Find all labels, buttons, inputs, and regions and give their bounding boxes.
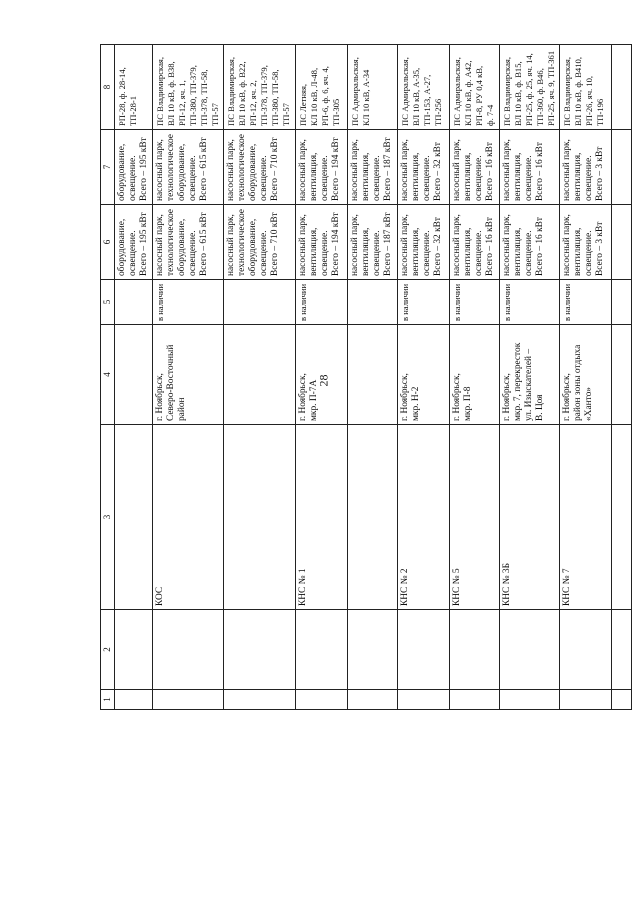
cell-c7: насосный парк, вентиляция, освещение. Всего – 3 кВт: [560, 130, 612, 205]
cell-c8: ПС Владимирская, ВЛ 10 кВ, ф. В38, РП-12, яч. 1, ТП-380, ТП-379, ТП-378, ТП-58, ТП-57: [153, 45, 224, 130]
cell-c4: [612, 325, 632, 425]
cell-c4: [115, 325, 153, 425]
cell-c2: [500, 610, 560, 690]
cell-c3: КОС: [153, 425, 224, 610]
cell-c2: [348, 610, 398, 690]
cell-c5: [115, 280, 153, 325]
cell-c2: [115, 610, 153, 690]
cell-c6: оборудование, освещение. Всего – 195 кВт: [115, 205, 153, 280]
cell-c4: г. Ноябрьск, мкр. П-8: [450, 325, 500, 425]
table-row: [500, 45, 560, 710]
cell-c1: [153, 690, 224, 710]
cell-c5: в наличии: [296, 280, 348, 325]
cell-c2: [153, 610, 224, 690]
cell-c4: г. Ноябрьск, мкр. Н-2: [398, 325, 450, 425]
cell-c3: КНС № 3Б: [500, 425, 560, 610]
cell-c5: в наличии: [153, 280, 224, 325]
cell-c3: [348, 425, 398, 610]
cell-c3: КНС № 2: [398, 425, 450, 610]
cell-c3: КНС № 1: [296, 425, 348, 610]
table-row: [115, 45, 153, 710]
cell-c5: в наличии: [500, 280, 560, 325]
cell-c5: в наличии: [450, 280, 500, 325]
cell-c7: насосный парк, вентиляция, освещение. Всего – 194 кВт: [296, 130, 348, 205]
column-number-row: [101, 45, 115, 710]
cell-c6: насосный парк, вентиляция, освещение. Всего – 16 кВт: [500, 205, 560, 280]
table-row: [153, 45, 224, 710]
cell-c7: насосный парк, вентиляция, освещение. Всего – 16 кВт: [500, 130, 560, 205]
cell-c1: [612, 690, 632, 710]
table-row: [348, 45, 398, 710]
cell-c7: насосный парк, технологическое оборудование, освещение. Всего – 710 кВт: [224, 130, 296, 205]
column-number: 4: [101, 325, 115, 425]
cell-c6: насосный парк, вентиляция, освещение. Всего – 187 кВт: [348, 205, 398, 280]
cell-c6: насосный парк, вентиляция, освещение. Всего – 32 кВт: [398, 205, 450, 280]
cell-c4: г. Ноябрьск, район зоны отдыха «Ханто»: [560, 325, 612, 425]
cell-c4: г. Ноябрьск, мкр. 7, перекресток ул. Изыскателей – В. Цоя: [500, 325, 560, 425]
cell-c6: насосный парк, вентиляция, освещение. Всего – 194 кВт: [296, 205, 348, 280]
column-number: 8: [101, 45, 115, 130]
cell-c2: [224, 610, 296, 690]
landscape-table-wrapper: [100, 45, 620, 710]
cell-c1: [560, 690, 612, 710]
table-row: [612, 45, 632, 710]
cell-c1: [398, 690, 450, 710]
cell-c1: [224, 690, 296, 710]
cell-c2: [560, 610, 612, 690]
column-number: 7: [101, 130, 115, 205]
cell-c4: г. Ноябрьск, Северо-Восточный район: [153, 325, 224, 425]
cell-c7: [612, 130, 632, 205]
column-number: 2: [101, 610, 115, 690]
page-number: 28: [316, 374, 331, 387]
cell-c6: насосный парк, технологическое оборудование, освещение. Всего – 710 кВт: [224, 205, 296, 280]
table-row: [398, 45, 450, 710]
cell-c8: ПС Летняя, КЛ 10 кВ, Л-48, РП-6, ф. 6, яч. 4, ТП-305: [296, 45, 348, 130]
rotated-table-frame: [100, 45, 620, 710]
cell-c8: [612, 45, 632, 130]
cell-c8: ПС Владимирская, ВЛ 10 кВ, ф. В410, РП-26, яч. 10, ТП-196: [560, 45, 612, 130]
table-row: [560, 45, 612, 710]
cell-c1: [450, 690, 500, 710]
cell-c2: [296, 610, 348, 690]
cell-c2: [612, 610, 632, 690]
cell-c3: [115, 425, 153, 610]
cell-c2: [450, 610, 500, 690]
table-row: [296, 45, 348, 710]
cell-c8: ПС Владимирская, ВЛ 10 кВ, ф. В15, РП-25, ф. 25, яч. 14, ТП-360, ф. В46, РП-25, яч. 9, ТП-361: [500, 45, 560, 130]
cell-c5: в наличии: [560, 280, 612, 325]
cell-c5: в наличии: [398, 280, 450, 325]
cell-c8: ПС Владимирская, ВЛ 10 кВ, ф. В22, РП-12, яч. 2, ТП-378, ТП-379, ТП-380, ТП-58, ТП-57: [224, 45, 296, 130]
cell-c7: насосный парк, технологическое оборудование, освещение. Всего – 615 кВт: [153, 130, 224, 205]
cell-c8: ПС Адмиральская, ВЛ 10 кВ, А-35, ТП-153, А-27, ТП-256: [398, 45, 450, 130]
cell-c5: [224, 280, 296, 325]
column-number: 1: [101, 690, 115, 710]
column-number: 5: [101, 280, 115, 325]
cell-c7: насосный парк, вентиляция, освещение. Всего – 16 кВт: [450, 130, 500, 205]
cell-c1: [115, 690, 153, 710]
cell-c3: КНС № 5: [450, 425, 500, 610]
column-number: 6: [101, 205, 115, 280]
cell-c8: РП-28, ф. 28-14, ТП-28-1: [115, 45, 153, 130]
cell-c4: [224, 325, 296, 425]
table-row: [450, 45, 500, 710]
cell-c6: [612, 205, 632, 280]
cell-c6: насосный парк, вентиляция, освещение. Всего – 16 кВт: [450, 205, 500, 280]
cell-c6: насосный парк, вентиляция, освещение. Всего – 3 кВт: [560, 205, 612, 280]
table-row: [224, 45, 296, 710]
cell-c8: ПС Адмиральская, КЛ 10 кВ, ф. А42, РП-8, РУ 0,4 кВ, ф. 7-4: [450, 45, 500, 130]
cell-c4: г. Ноябрьск, мкр. П-7А: [296, 325, 348, 425]
cell-c1: [296, 690, 348, 710]
cell-c1: [348, 690, 398, 710]
cell-c1: [500, 690, 560, 710]
cell-c2: [398, 610, 450, 690]
cell-c4: [348, 325, 398, 425]
cell-c7: оборудование, освещение. Всего – 195 кВт: [115, 130, 153, 205]
cell-c6: насосный парк, технологическое оборудование, освещение. Всего – 615 кВт: [153, 205, 224, 280]
infrastructure-table: [100, 44, 632, 710]
cell-c7: насосный парк, вентиляция, освещение. Всего – 32 кВт: [398, 130, 450, 205]
column-number: 3: [101, 425, 115, 610]
cell-c3: КНС № 7: [560, 425, 612, 610]
cell-c8: ПС Адмиральская, КЛ 10 кВ, А-34: [348, 45, 398, 130]
cell-c5: [348, 280, 398, 325]
cell-c7: насосный парк, вентиляция, освещение. Всего – 187 кВт: [348, 130, 398, 205]
cell-c3: [612, 425, 632, 610]
cell-c3: [224, 425, 296, 610]
cell-c5: [612, 280, 632, 325]
